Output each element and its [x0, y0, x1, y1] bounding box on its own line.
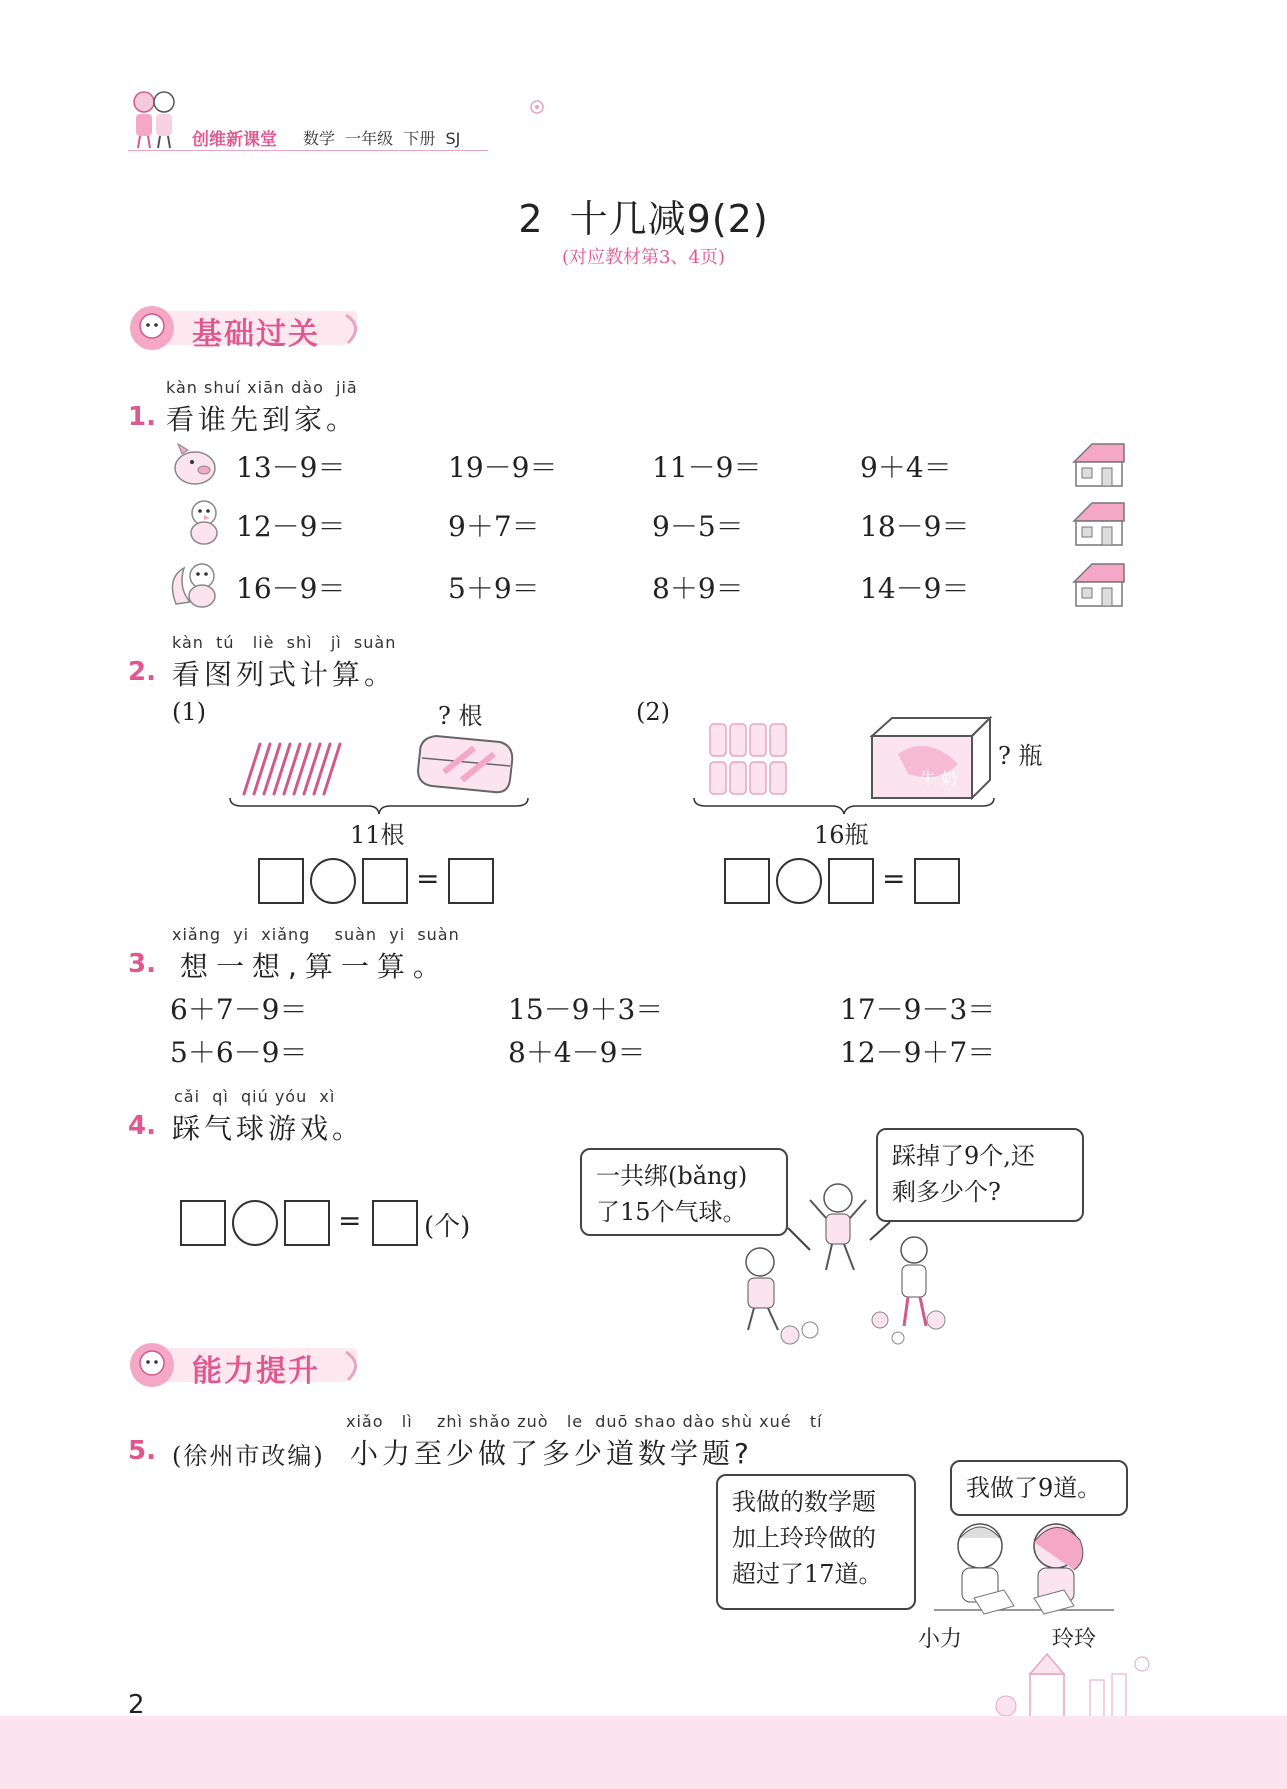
q2-number: 2.	[128, 657, 156, 687]
q4-pinyin: cǎi qì qiú yóu xì	[174, 1087, 336, 1106]
q2-part1-label: (1)	[172, 698, 206, 726]
header-divider	[128, 150, 488, 151]
page-number: 2	[128, 1690, 145, 1720]
q2-part2-answer-box-1[interactable]	[724, 858, 770, 904]
q5-bubble1-line1: 我做的数学题	[732, 1488, 876, 1516]
chick-icon	[184, 497, 224, 547]
q4-result-box[interactable]	[372, 1200, 418, 1246]
lesson-title: 2 十几减9(2)	[518, 197, 769, 241]
section-basic-title: 基础过关	[192, 317, 320, 352]
q1-expr-r1c4: 9＋4＝	[860, 451, 952, 484]
q1-expr-r2c1: 12－9＝	[236, 510, 346, 543]
section-advanced-title: 能力提升	[192, 1354, 320, 1389]
q3-pinyin: xiǎng yi xiǎng suàn yi suàn	[172, 925, 460, 944]
q4-text: 踩气球游戏。	[172, 1112, 365, 1145]
q5-bubble1-line2: 加上玲玲做的	[732, 1524, 876, 1552]
q1-expr-r3c3: 8＋9＝	[652, 572, 744, 605]
q5-pinyin: xiǎo lì zhì shǎo zuò le duō shao dào shù xué tí	[346, 1412, 823, 1431]
q4-answer-box-1[interactable]	[180, 1200, 226, 1246]
q2-part1-equals-sign: =	[416, 862, 440, 895]
q2-part2-result-box[interactable]	[914, 858, 960, 904]
q2-part1-unknown: ? 根	[438, 702, 483, 730]
house-icon	[1070, 440, 1128, 488]
q1-expr-r3c4: 14－9＝	[860, 572, 970, 605]
q4-bubble1-line1: 一共绑(bǎng)	[596, 1162, 748, 1190]
q5-source: (徐州市改编)	[172, 1442, 325, 1470]
section-advanced	[128, 1342, 368, 1388]
q3-expr-r2c2: 8＋4－9＝	[508, 1036, 646, 1069]
q1-expr-r3c1: 16－9＝	[236, 572, 346, 605]
milk-box-label: 牛 奶	[920, 769, 958, 788]
q1-expr-r2c4: 18－9＝	[860, 510, 970, 543]
q5-text: 小力至少做了多少道数学题?	[350, 1437, 753, 1470]
castle-decoration-icon	[990, 1650, 1160, 1718]
q2-part1-operator-circle[interactable]	[310, 858, 356, 904]
q5-speech-bubble-right	[950, 1460, 1128, 1516]
q5-number: 5.	[128, 1436, 156, 1466]
q1-number: 1.	[128, 402, 156, 432]
q1-expr-r3c2: 5＋9＝	[448, 572, 540, 605]
q5-bubble1-line3: 超过了17道。	[732, 1560, 883, 1588]
children-studying-icon	[924, 1510, 1124, 1630]
lesson-subtitle: (对应教材第3、4页)	[562, 247, 725, 268]
q2-part2-answer-box-2[interactable]	[828, 858, 874, 904]
q2-part2-label: (2)	[636, 698, 670, 726]
q2-part1-answer-box-1[interactable]	[258, 858, 304, 904]
squirrel-icon	[168, 558, 224, 610]
q5-name-left: 小力	[918, 1627, 963, 1652]
q2-part2-total: 16瓶	[814, 821, 869, 849]
q4-bubble1-line2: 了15个气球。	[596, 1198, 747, 1226]
q3-expr-r1c1: 6＋7－9＝	[170, 993, 308, 1026]
q3-expr-r2c3: 12－9＋7＝	[840, 1036, 996, 1069]
q4-unit: (个)	[424, 1212, 471, 1242]
q2-part1-brace	[228, 796, 530, 816]
milk-bottles-icon	[706, 720, 796, 798]
q1-expr-r1c3: 11－9＝	[652, 451, 762, 484]
sticks-icon	[236, 740, 348, 798]
q2-part1-result-box[interactable]	[448, 858, 494, 904]
q2-part1-answer-box-2[interactable]	[362, 858, 408, 904]
q5-bubble2-text: 我做了9道。	[966, 1474, 1102, 1502]
header-mascot-icon	[128, 88, 180, 150]
q4-operator-circle[interactable]	[232, 1200, 278, 1246]
q1-expr-r2c3: 9－5＝	[652, 510, 744, 543]
q1-text: 看谁先到家。	[166, 403, 359, 436]
children-balloon-game-icon	[730, 1170, 960, 1350]
q5-speech-bubble-left	[716, 1474, 916, 1610]
q2-part2-unknown: ? 瓶	[998, 742, 1043, 770]
house-icon	[1070, 499, 1128, 547]
q1-expr-r1c1: 13－9＝	[236, 451, 346, 484]
q2-text: 看图列式计算。	[172, 658, 397, 691]
q3-expr-r1c3: 17－9－3＝	[840, 993, 996, 1026]
q4-number: 4.	[128, 1111, 156, 1141]
q2-part2-brace	[692, 796, 996, 816]
house-icon	[1070, 560, 1128, 608]
q3-number: 3.	[128, 949, 156, 979]
milk-box-icon	[868, 714, 994, 802]
q5-name-right: 玲玲	[1052, 1627, 1097, 1652]
q4-equals-sign: =	[338, 1204, 362, 1237]
header-brand: 创维新课堂	[192, 130, 277, 150]
flower-decoration-icon	[528, 98, 546, 116]
footer-band	[0, 1716, 1287, 1789]
q2-part2-equals-sign: =	[882, 862, 906, 895]
q1-pinyin: kàn shuí xiān dào jiā	[166, 378, 358, 397]
q2-part2-operator-circle[interactable]	[776, 858, 822, 904]
pig-icon	[168, 440, 222, 488]
q3-expr-r2c1: 5＋6－9＝	[170, 1036, 308, 1069]
q2-part1-total: 11根	[350, 821, 405, 849]
q3-expr-r1c2: 15－9＋3＝	[508, 993, 664, 1026]
header-book-info: 数学 一年级 下册 SJ	[303, 129, 461, 148]
q4-answer-box-2[interactable]	[284, 1200, 330, 1246]
section-basic	[128, 305, 368, 351]
q1-expr-r2c2: 9＋7＝	[448, 510, 540, 543]
q1-expr-r1c2: 19－9＝	[448, 451, 558, 484]
pencil-case-icon	[414, 728, 518, 800]
q4-bubble2-line2: 剩多少个?	[892, 1178, 1001, 1206]
q3-text: 想一想,算一算。	[180, 950, 449, 983]
q2-pinyin: kàn tú liè shì jì suàn	[172, 633, 397, 652]
q4-bubble2-line1: 踩掉了9个,还	[892, 1142, 1035, 1170]
